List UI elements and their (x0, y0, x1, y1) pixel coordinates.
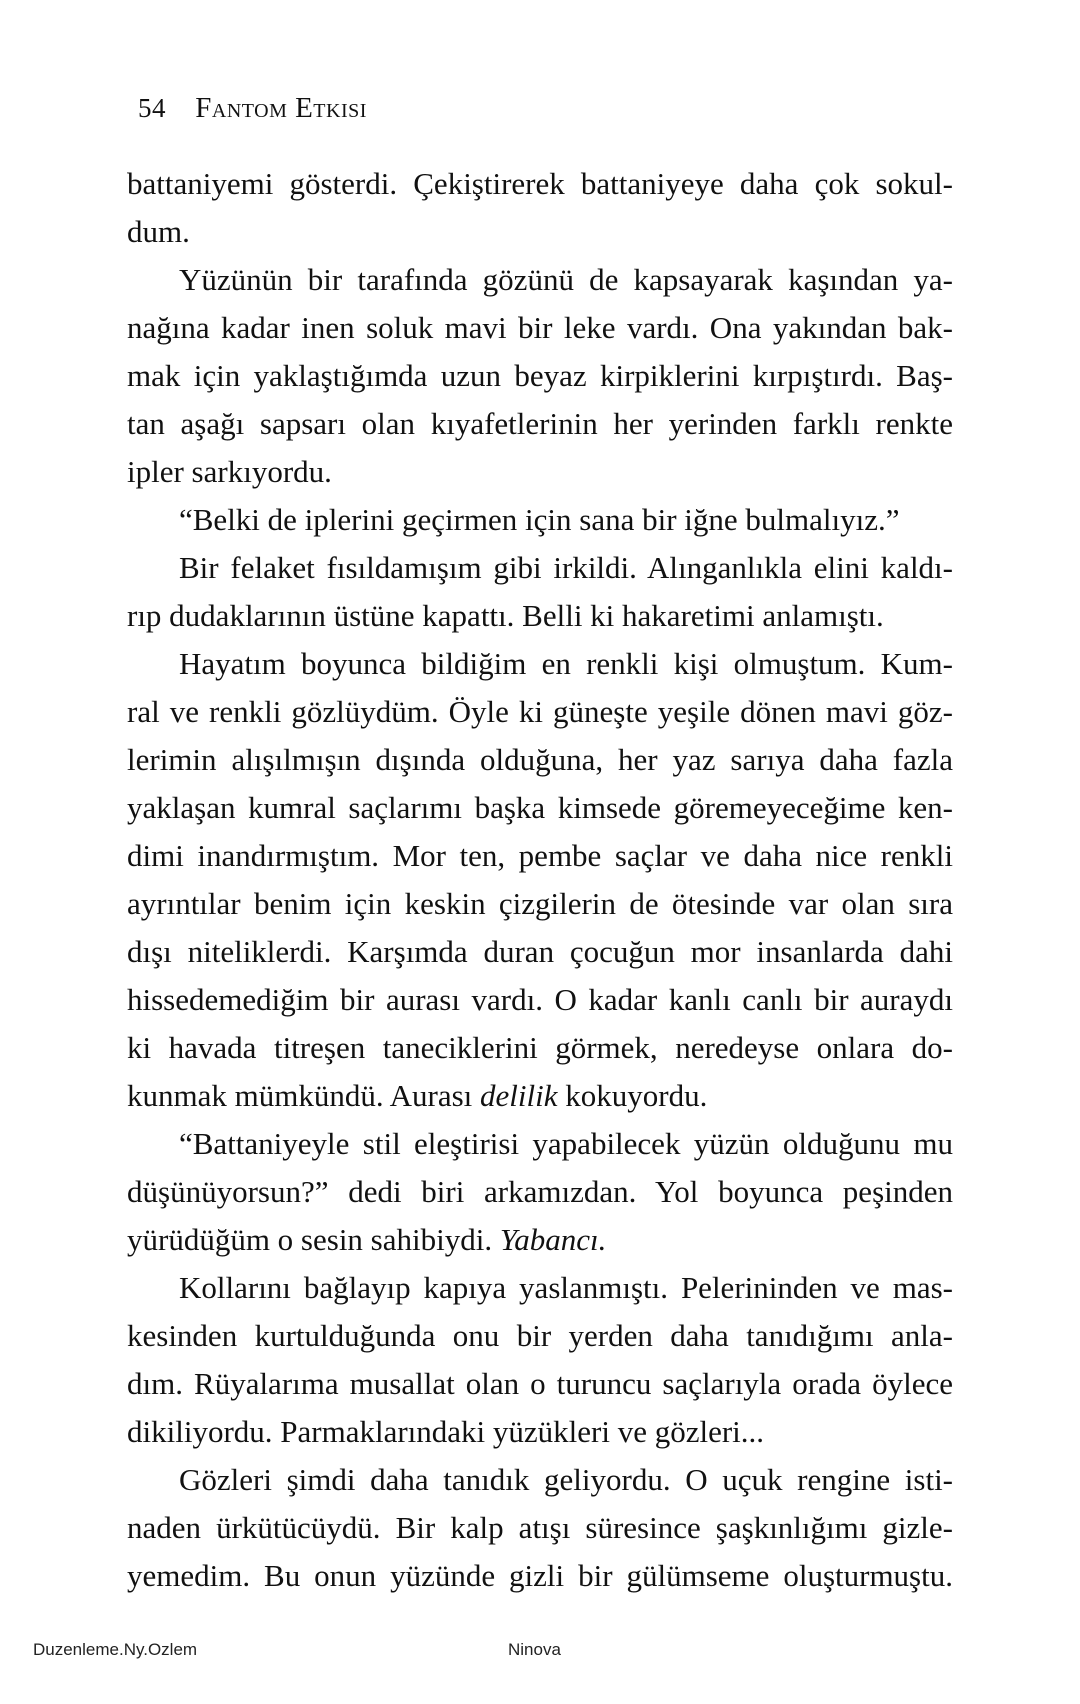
page-body-text (127, 160, 953, 1600)
line-text: yaklaşan kumral saçlarımı başka kimsede göremeyeceğime ken- (127, 790, 953, 825)
line-text: naden ürkütücüydü. Bir kalp atışı süresince şaşkınlığımı gizle- (127, 1510, 953, 1545)
line-text: ki havada titreşen taneciklerini görmek, neredeyse onlara do- (127, 1030, 953, 1065)
text-line (127, 1120, 953, 1168)
text-line (127, 1456, 953, 1504)
line-text: düşünüyorsun?” dedi biri arkamızdan. Yol boyunca peşinden (127, 1174, 953, 1209)
line-text: Kollarını bağlayıp kapıya yaslanmıştı. Pelerininden ve mas- (179, 1270, 953, 1305)
line-text: kunmak mümkündü. Aurası (127, 1078, 481, 1113)
footer-publisher: Ninova (508, 1640, 561, 1659)
text-line (127, 928, 953, 976)
text-line (127, 352, 953, 400)
line-text: Hayatım boyunca bildiğim en renkli kişi olmuştum. Kum- (179, 646, 953, 681)
text-line (127, 880, 953, 928)
text-line (127, 496, 953, 544)
text-line (127, 400, 953, 448)
text-line (127, 688, 953, 736)
line-text: “Battaniyeyle stil eleştirisi yapabilecek yüzün olduğunu mu (179, 1126, 953, 1161)
book-title: Fantom Etkisi (195, 92, 367, 124)
text-line (127, 832, 953, 880)
line-text: ral ve renkli gözlüydüm. Öyle ki güneşte yeşile dönen mavi göz- (127, 694, 953, 729)
text-line (127, 1024, 953, 1072)
line-text: nağına kadar inen soluk mavi bir leke vardı. Ona yakından bak- (127, 310, 953, 345)
italic-text: Yabancı. (499, 1222, 607, 1257)
text-line (127, 1216, 953, 1264)
text-line (127, 160, 953, 208)
line-text: kokuyordu. (557, 1078, 708, 1113)
text-line (127, 448, 953, 496)
line-text: hissedemediğim bir aurası vardı. O kadar kanlı canlı bir auraydı (127, 982, 953, 1017)
text-line (127, 1312, 953, 1360)
italic-text: delilik (480, 1078, 558, 1113)
line-text: dım. Rüyalarıma musallat olan o turuncu saçlarıyla orada öylece (127, 1366, 953, 1401)
text-line (127, 544, 953, 592)
line-text: yemedim. Bu onun yüzünde gizli bir gülümseme oluşturmuştu. (127, 1558, 953, 1593)
line-text: dışı niteliklerdi. Karşımda duran çocuğun mor insanlarda dahi (127, 934, 953, 969)
line-text: mak için yaklaştığımda uzun beyaz kirpiklerini kırpıştırdı. Baş- (127, 358, 953, 393)
text-line (127, 976, 953, 1024)
line-text: ipler sarkıyordu. (127, 454, 332, 489)
text-line (127, 736, 953, 784)
line-text: lerimin alışılmışın dışında olduğuna, her yaz sarıya daha fazla (127, 742, 953, 777)
line-text: dikiliyordu. Parmaklarındaki yüzükleri ve gözleri... (127, 1414, 765, 1449)
running-header (138, 92, 367, 125)
line-text: ayrıntılar benim için keskin çizgilerin de ötesinde var olan sıra (127, 886, 953, 921)
text-line (127, 208, 953, 256)
line-text: rıp dudaklarının üstüne kapattı. Belli ki hakaretimi anlamıştı. (127, 598, 884, 633)
line-text: Gözleri şimdi daha tanıdık geliyordu. O uçuk rengine isti- (179, 1462, 953, 1497)
text-line (127, 1408, 953, 1456)
page-number: 54 (138, 93, 166, 123)
line-text: dimi inandırmıştım. Mor ten, pembe saçlar ve daha nice renkli (127, 838, 953, 873)
text-line (127, 1552, 953, 1600)
text-line (127, 1072, 953, 1120)
text-line (127, 1168, 953, 1216)
line-text: yürüdüğüm o sesin sahibiydi. (127, 1222, 500, 1257)
line-text: battaniyemi gösterdi. Çekiştirerek battaniyeye daha çok sokul- (127, 166, 953, 201)
line-text: “Belki de iplerini geçirmen için sana bir iğne bulmalıyız.” (179, 502, 900, 537)
text-line (127, 1360, 953, 1408)
footer-credit: Duzenleme.Ny.Ozlem (33, 1640, 198, 1659)
line-text: kesinden kurtulduğunda onu bir yerden daha tanıdığımı anla- (127, 1318, 953, 1353)
text-line (127, 1504, 953, 1552)
text-line (127, 256, 953, 304)
text-line (127, 592, 953, 640)
text-line (127, 640, 953, 688)
text-line (127, 1264, 953, 1312)
line-text: tan aşağı sapsarı olan kıyafetlerinin her yerinden farklı renkte (127, 406, 953, 441)
text-line (127, 784, 953, 832)
text-line (127, 304, 953, 352)
line-text: Bir felaket fısıldamışım gibi irkildi. Alınganlıkla elini kaldı- (179, 550, 953, 585)
line-text: Yüzünün bir tarafında gözünü de kapsayarak kaşından ya- (179, 262, 953, 297)
line-text: dum. (127, 214, 190, 249)
